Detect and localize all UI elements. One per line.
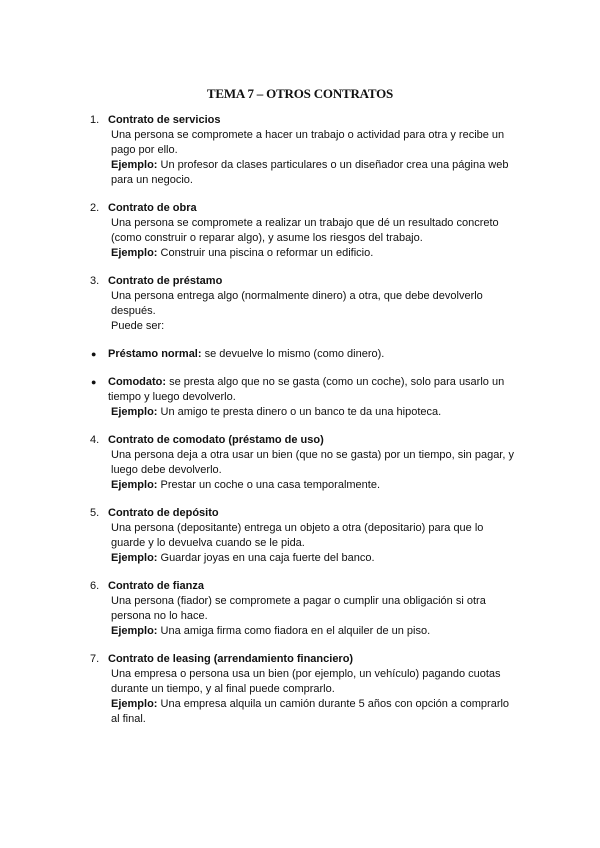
item-heading: Contrato de préstamo <box>108 275 223 287</box>
item-heading: Contrato de obra <box>108 202 197 214</box>
item-description: Una persona entrega algo (normalmente dinero) a otra, que debe devolverlo después. <box>111 290 483 317</box>
item-example <box>108 246 520 261</box>
item-number: 1. <box>90 114 100 126</box>
bullet-icon: ● <box>91 377 97 387</box>
page-title: TEMA 7 – OTROS CONTRATOS <box>206 86 394 101</box>
item-example <box>108 697 520 727</box>
example-label: Ejemplo: <box>111 247 158 259</box>
bullet-icon: ● <box>91 349 97 359</box>
example-label: Ejemplo: <box>111 552 158 564</box>
item-description: Una empresa o persona usa un bien (por ejemplo, un vehículo) pagando cuotas durante un tiempo, y al final puede comprarlo. <box>111 668 501 695</box>
item-number: 4. <box>90 434 100 446</box>
example-text: Guardar joyas en una caja fuerte del banco. <box>157 552 375 564</box>
list-item-contrato-deposito <box>90 506 520 566</box>
example-text: Una amiga firma como fiadora en el alquiler de un piso. <box>157 625 431 637</box>
item-inline-text: se presta algo que no se gasta (como un coche), solo para usarlo un tiempo y luego devolverlo. <box>108 376 505 403</box>
item-number: 3. <box>90 275 100 287</box>
item-number: 2. <box>90 202 100 214</box>
item-heading: Contrato de comodato (préstamo de uso) <box>108 434 324 446</box>
bullet-text <box>108 375 520 405</box>
example-label: Ejemplo: <box>111 698 158 710</box>
item-description: Una persona (depositante) entrega un objeto a otra (depositario) para que lo guarde y lo devuelva cuando se le pida. <box>111 522 484 549</box>
item-extra: Puede ser: <box>111 320 165 332</box>
item-heading: Contrato de fianza <box>108 580 204 592</box>
item-heading: Contrato de servicios <box>108 114 221 126</box>
example-text: Un amigo te presta dinero o un banco te da una hipoteca. <box>157 406 442 418</box>
example-label: Ejemplo: <box>111 479 158 491</box>
bullet-text <box>108 347 520 362</box>
example-label: Ejemplo: <box>111 625 158 637</box>
list-item-contrato-fianza <box>90 579 520 639</box>
example-text: Un profesor da clases particulares o un diseñador crea una página web para un negocio. <box>111 159 509 186</box>
item-example <box>108 478 520 493</box>
item-description: Una persona se compromete a hacer un trabajo o actividad para otra y recibe un pago por ello. <box>111 129 505 156</box>
item-description: Una persona se compromete a realizar un trabajo que dé un resultado concreto (como construir o reparar algo), y asume los riesgos del trabajo. <box>111 217 499 244</box>
item-example <box>108 551 520 566</box>
list-item-contrato-servicios <box>90 113 520 188</box>
item-inline-text: se devuelve lo mismo (como dinero). <box>201 348 385 360</box>
item-number: 6. <box>90 580 100 592</box>
item-example <box>108 405 520 420</box>
list-item-prestamo-normal <box>90 347 520 362</box>
item-heading: Contrato de depósito <box>108 507 219 519</box>
item-example <box>108 158 520 188</box>
list-item-contrato-leasing <box>90 652 520 727</box>
item-description: Una persona deja a otra usar un bien (que no se gasta) por un tiempo, sin pagar, y luego debe devolverlo. <box>111 449 514 476</box>
example-text: Una empresa alquila un camión durante 5 años con opción a comprarlo al final. <box>111 698 510 725</box>
list-item-contrato-prestamo <box>90 274 520 334</box>
item-number: 5. <box>90 507 100 519</box>
list-item-contrato-comodato <box>90 433 520 493</box>
item-heading: Contrato de leasing (arrendamiento financiero) <box>108 653 354 665</box>
list-item-contrato-obra <box>90 201 520 261</box>
item-number: 7. <box>90 653 100 665</box>
list-item-comodato <box>90 375 520 420</box>
example-text: Construir una piscina o reformar un edificio. <box>157 247 374 259</box>
contract-list <box>90 113 520 740</box>
item-heading: Préstamo normal: <box>108 348 202 360</box>
item-heading: Comodato: <box>108 376 167 388</box>
example-label: Ejemplo: <box>111 406 158 418</box>
example-label: Ejemplo: <box>111 159 158 171</box>
example-text: Prestar un coche o una casa temporalmente. <box>157 479 381 491</box>
item-description: Una persona (fiador) se compromete a pagar o cumplir una obligación si otra persona no lo hace. <box>111 595 486 622</box>
item-example <box>108 624 520 639</box>
